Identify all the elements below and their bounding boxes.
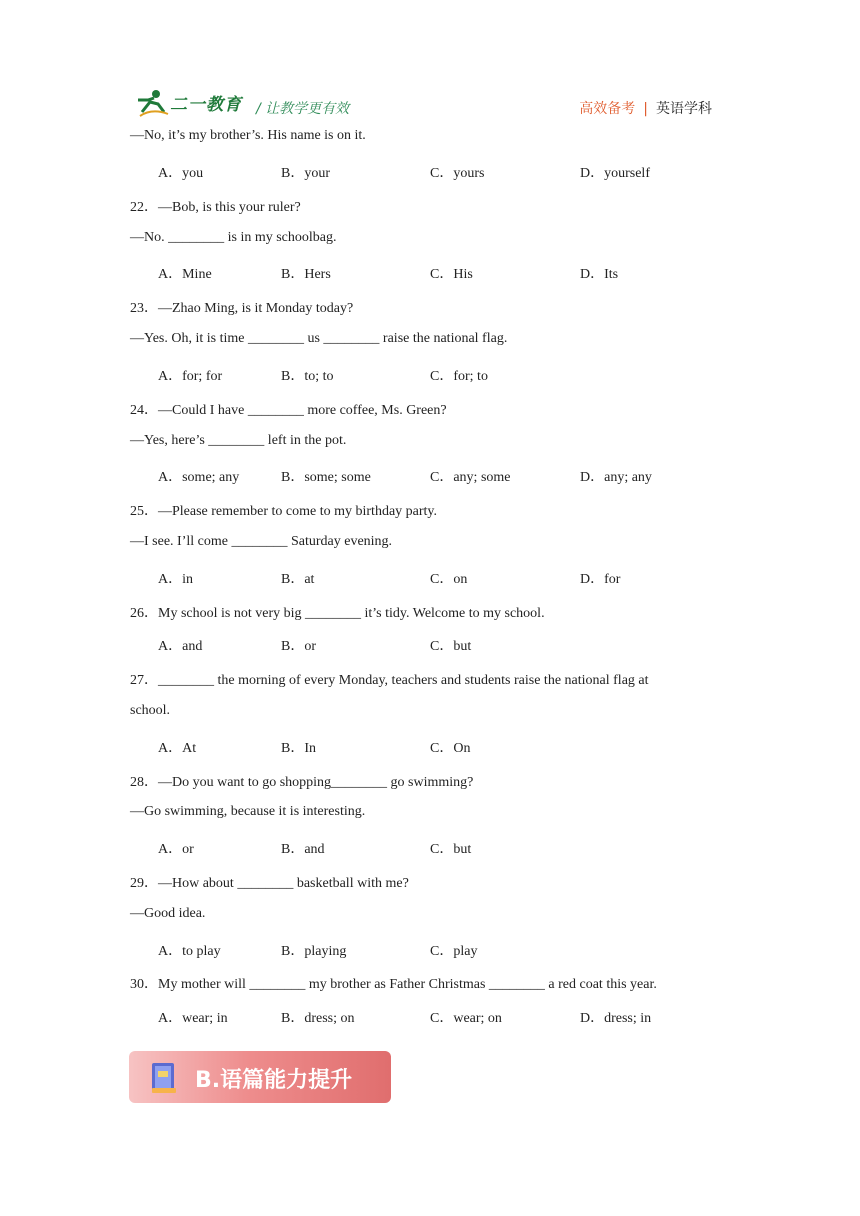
question-stem-line: 23．—Zhao Ming, is it Monday today?	[130, 301, 354, 316]
option-a[interactable]: A．you	[158, 166, 204, 181]
option-a[interactable]: A．wear; in	[158, 1011, 228, 1026]
option-b[interactable]: B．at	[281, 572, 315, 587]
question-stem-line: 22．—Bob, is this your ruler?	[130, 200, 301, 215]
question-stem-line: —No. ________ is in my schoolbag.	[130, 230, 337, 245]
option-a[interactable]: A．for; for	[158, 369, 223, 384]
option-a[interactable]: A．in	[158, 572, 193, 587]
option-c[interactable]: C．for; to	[430, 369, 488, 384]
option-a[interactable]: A．At	[158, 741, 197, 756]
header-tag: 高效备考	[579, 101, 636, 117]
page-header	[136, 88, 712, 122]
option-b[interactable]: B．to; to	[281, 369, 334, 384]
option-b[interactable]: B．your	[281, 166, 330, 181]
question-stem-line: 27．________ the morning of every Monday, teachers and students raise the national flag at	[130, 673, 649, 688]
option-c[interactable]: C．yours	[430, 166, 485, 181]
question-stem-line: —Yes, here’s ________ left in the pot.	[130, 433, 347, 448]
option-a[interactable]: A．Mine	[158, 267, 212, 282]
option-d[interactable]: D．dress; in	[580, 1011, 652, 1026]
option-c[interactable]: C．but	[430, 842, 472, 857]
question-stem-line: —Good idea.	[130, 906, 206, 921]
option-b[interactable]: B．some; some	[281, 470, 371, 485]
option-c[interactable]: C．on	[430, 572, 468, 587]
section-title: B.语篇能力提升	[195, 1068, 353, 1093]
question-stem-line: 25．—Please remember to come to my birthday party.	[130, 504, 438, 519]
book-icon	[149, 1062, 179, 1094]
option-d[interactable]: D．yourself	[580, 166, 650, 181]
question-stem-line: school.	[130, 703, 171, 718]
header-separator: |	[643, 101, 648, 117]
option-b[interactable]: B．or	[281, 639, 316, 654]
question-stem-line: —I see. I’ll come ________ Saturday evening.	[130, 534, 393, 549]
option-b[interactable]: B．and	[281, 842, 325, 857]
option-c[interactable]: C．On	[430, 741, 471, 756]
question-stem-line: 28．—Do you want to go shopping________ go swimming?	[130, 775, 474, 790]
header-subject	[579, 98, 712, 118]
option-d[interactable]: D．for	[580, 572, 621, 587]
option-d[interactable]: D．any; any	[580, 470, 652, 485]
option-c[interactable]: C．wear; on	[430, 1011, 502, 1026]
option-b[interactable]: B．Hers	[281, 267, 331, 282]
option-a[interactable]: A．and	[158, 639, 203, 654]
option-a[interactable]: A．some; any	[158, 470, 240, 485]
question-stem-line: 26．My school is not very big ________ it’s tidy. Welcome to my school.	[130, 606, 545, 621]
section-banner	[129, 1051, 391, 1103]
question-stem-line: 24．—Could I have ________ more coffee, Ms. Green?	[130, 403, 447, 418]
slogan: / 让教学更有效	[256, 101, 350, 117]
logo	[136, 88, 246, 118]
question-stem-line: 30．My mother will ________ my brother as Father Christmas ________ a red coat this year.	[130, 977, 657, 992]
option-b[interactable]: B．playing	[281, 944, 347, 959]
option-c[interactable]: C．play	[430, 944, 478, 959]
option-c[interactable]: C．but	[430, 639, 472, 654]
runner-logo-icon	[136, 88, 170, 118]
question-stem-line: —Yes. Oh, it is time ________ us ________ raise the national flag.	[130, 331, 508, 346]
option-a[interactable]: A．to play	[158, 944, 221, 959]
option-c[interactable]: C．any; some	[430, 470, 511, 485]
question-stem-line: 29．—How about ________ basketball with me?	[130, 876, 409, 891]
option-a[interactable]: A．or	[158, 842, 194, 857]
option-b[interactable]: B．dress; on	[281, 1011, 355, 1026]
question-stem-line: —No, it’s my brother’s. His name is on it.	[130, 128, 366, 143]
option-b[interactable]: B．In	[281, 741, 316, 756]
option-d[interactable]: D．Its	[580, 267, 619, 282]
header-subject-label: 英语学科	[656, 101, 712, 117]
option-c[interactable]: C．His	[430, 267, 473, 282]
question-stem-line: —Go swimming, because it is interesting.	[130, 804, 366, 819]
logo-text: 二一教育	[170, 95, 242, 115]
